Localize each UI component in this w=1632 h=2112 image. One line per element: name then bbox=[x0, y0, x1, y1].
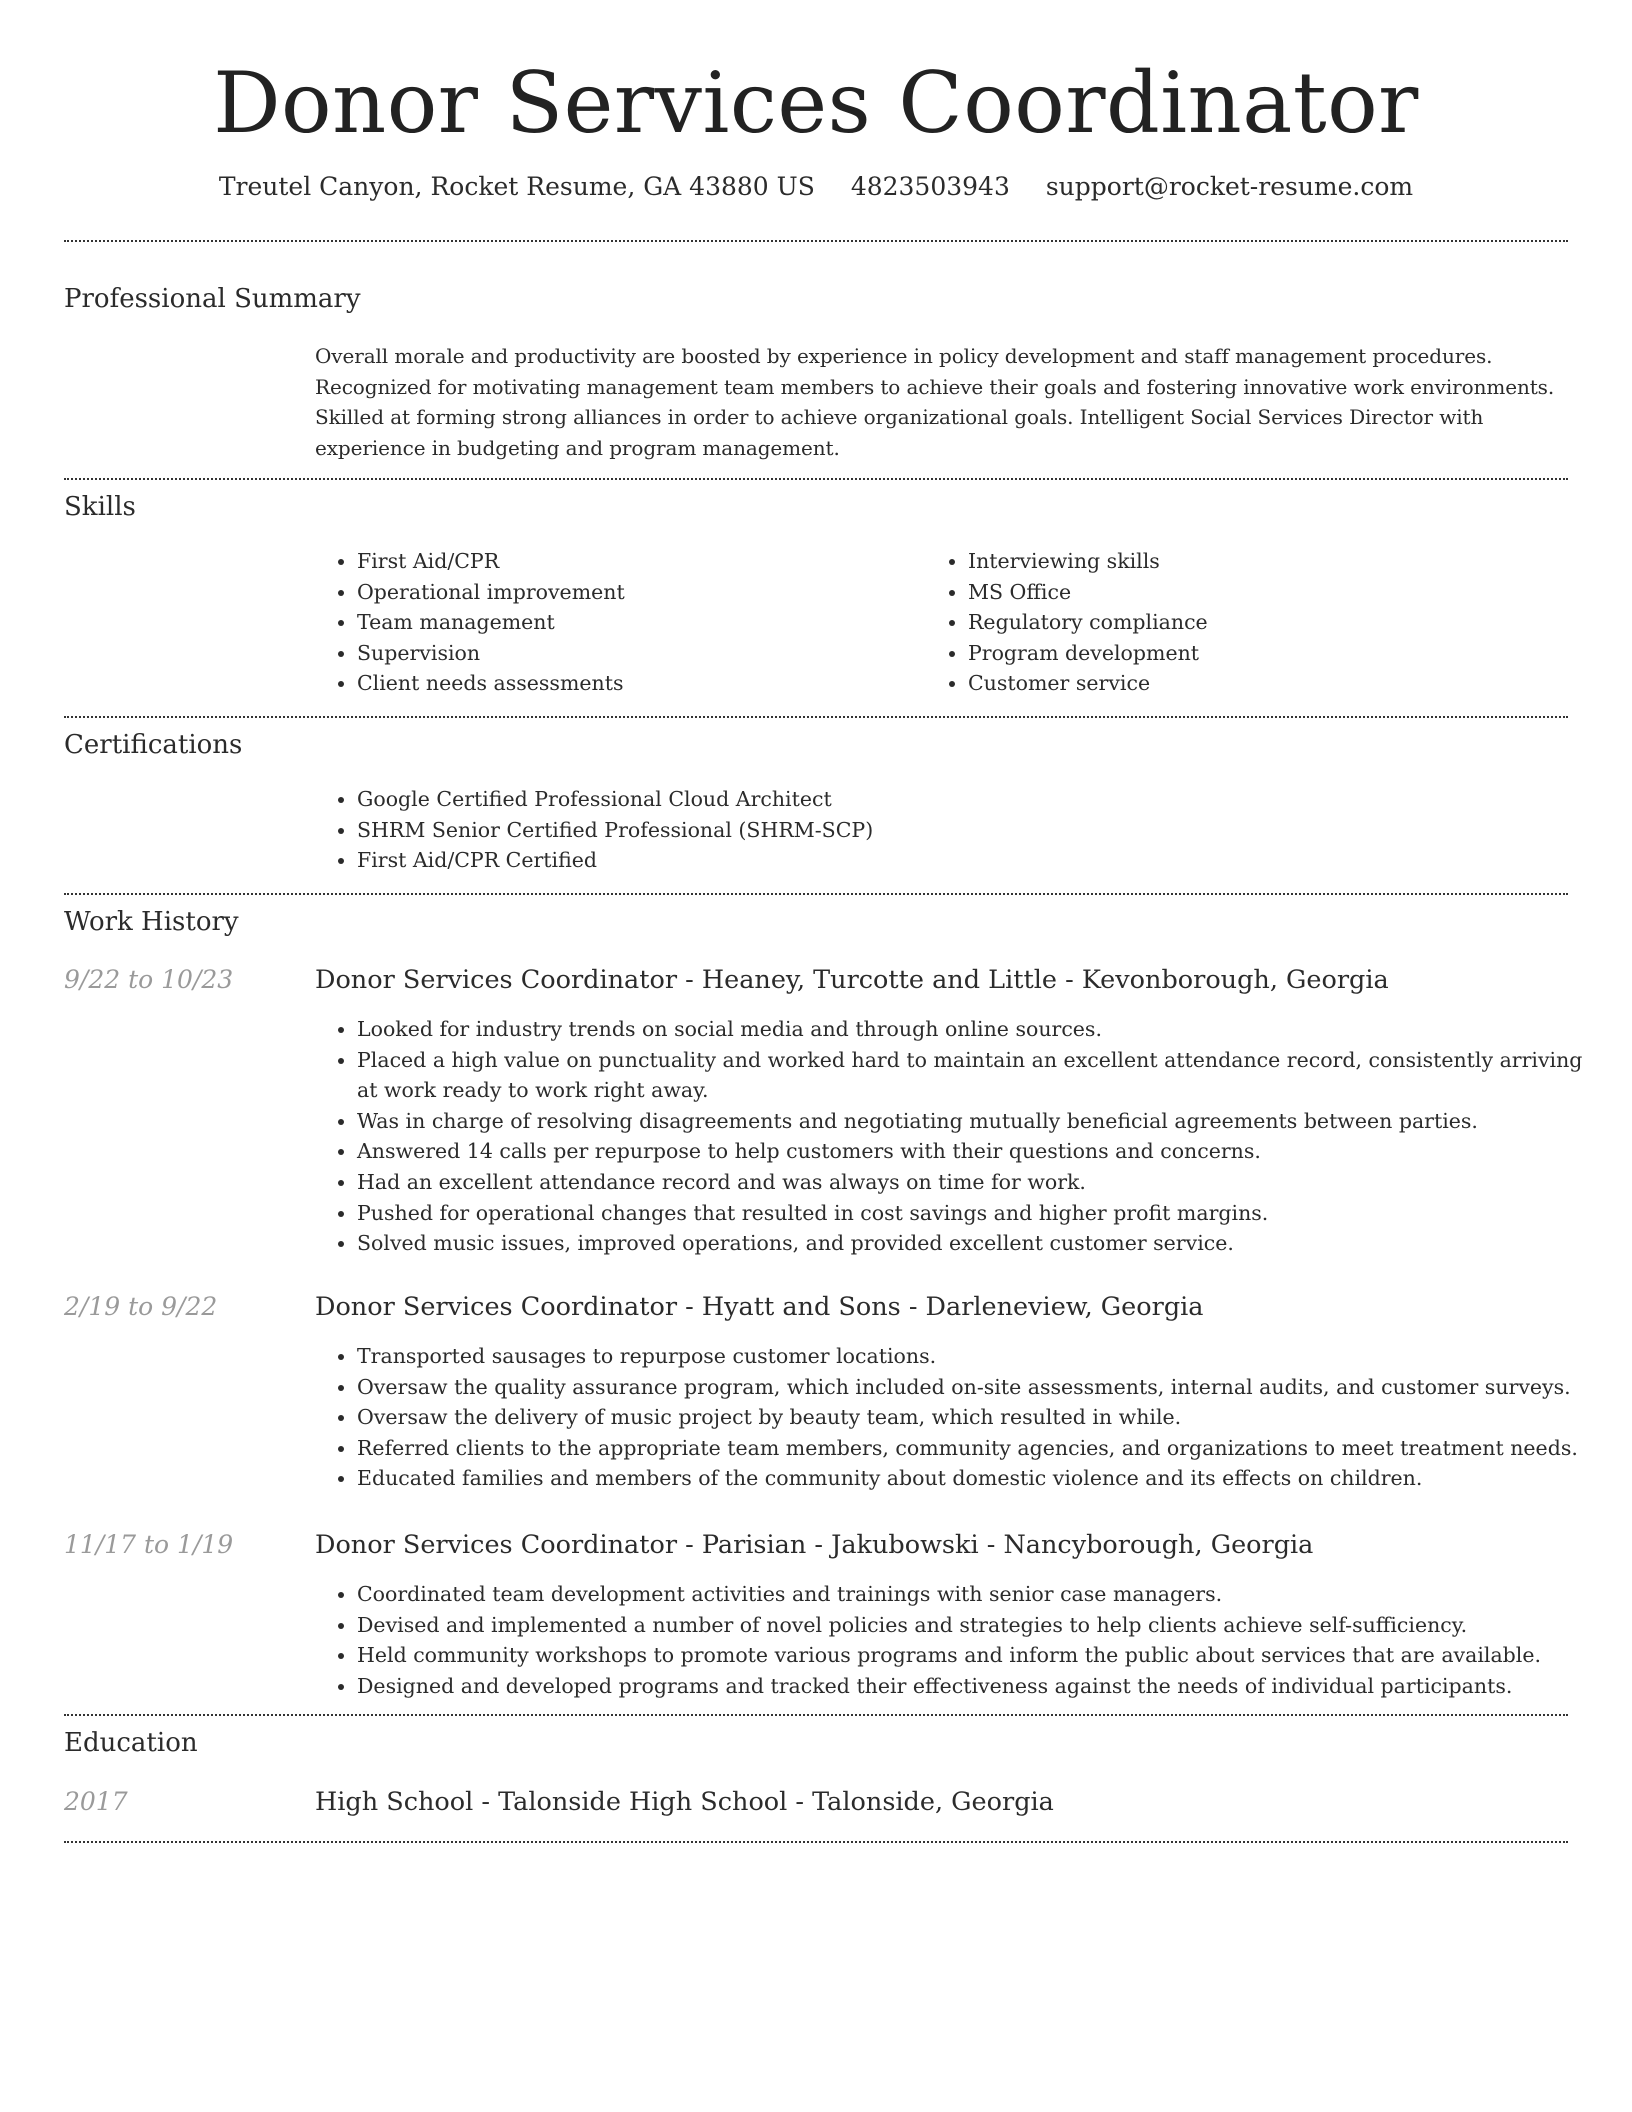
separator: - bbox=[677, 1292, 702, 1322]
job-bullet: • Had an excellent attendance record and was always on time for work. bbox=[357, 1167, 1587, 1198]
skill-item: • Regulatory compliance bbox=[968, 607, 1568, 638]
job-bullet: • Transported sausages to repurpose customer locations. bbox=[357, 1341, 1632, 1372]
job-heading bbox=[315, 1290, 1565, 1324]
job-bullet: • Pushed for operational changes that resulted in cost savings and higher profit margins. bbox=[357, 1198, 1587, 1229]
skill-item: • Program development bbox=[968, 638, 1568, 669]
contact-phone: 4823503943 bbox=[850, 172, 1010, 201]
skill-item: • Customer service bbox=[968, 668, 1568, 699]
separator: - bbox=[1056, 965, 1082, 995]
job-bullet: • Devised and implemented a number of novel policies and strategies to help clients achieve self-sufficiency. bbox=[357, 1610, 1632, 1641]
divider bbox=[64, 1714, 1568, 1716]
job-company: Hyatt and Sons bbox=[701, 1292, 901, 1322]
summary-text: Overall morale and productivity are boosted by experience in policy development and staff management procedures. Recognized for motivating management team members to achieve their goals and fostering innovative work environments. Skilled at forming strong alliances in order to achieve organizational goals. Intelligent Social Services Director with experience in budgeting and program management. bbox=[315, 344, 1555, 460]
job-dates: 2/19 to 9/22 bbox=[64, 1292, 218, 1321]
job-bullet: • Answered 14 calls per repurpose to help customers with their questions and concerns. bbox=[357, 1136, 1587, 1167]
job-bullet: • Was in charge of resolving disagreements and negotiating mutually beneficial agreements between parties. bbox=[357, 1106, 1587, 1137]
separator: - bbox=[978, 1530, 1004, 1560]
separator: - bbox=[677, 1530, 702, 1560]
separator: - bbox=[900, 1292, 926, 1322]
job-title: Donor Services Coordinator bbox=[315, 965, 678, 995]
job-location: Nancyborough, Georgia bbox=[1003, 1530, 1314, 1560]
contact-line bbox=[0, 170, 1632, 204]
separator: - bbox=[787, 1787, 813, 1817]
education-year: 2017 bbox=[64, 1787, 128, 1816]
section-title-work-history: Work History bbox=[64, 907, 239, 937]
job-bullet: • Coordinated team development activities and trainings with senior case managers. bbox=[357, 1579, 1632, 1610]
candidate-name: Donor Services Coordinator bbox=[213, 54, 1419, 152]
section-title-certifications: Certifications bbox=[64, 730, 243, 760]
skills-list-left bbox=[313, 546, 917, 699]
job-bullet: • Referred clients to the appropriate team members, community agencies, and organizations to meet treatment needs. bbox=[357, 1433, 1632, 1464]
job-bullet: • Solved music issues, improved operations, and provided excellent customer service. bbox=[357, 1228, 1587, 1259]
job-bullet: • Held community workshops to promote various programs and inform the public about services that are available. bbox=[357, 1640, 1632, 1671]
certification-item: • Google Certified Professional Cloud Architect bbox=[357, 784, 1607, 815]
job-bullet: • Oversaw the quality assurance program, which included on-site assessments, internal audits, and customer surveys. bbox=[357, 1372, 1632, 1403]
divider bbox=[64, 893, 1568, 895]
certification-item: • SHRM Senior Certified Professional (SHRM-SCP) bbox=[357, 815, 1607, 846]
divider bbox=[64, 1841, 1568, 1843]
job-bullets bbox=[313, 1341, 1632, 1494]
skills-list-right bbox=[924, 546, 1568, 699]
divider bbox=[64, 716, 1568, 718]
contact-email: support@rocket-resume.com bbox=[1045, 172, 1414, 201]
education-location: Talonside, Georgia bbox=[812, 1787, 1054, 1817]
job-bullet: • Designed and developed programs and tracked their effectiveness against the needs of individual participants. bbox=[357, 1671, 1632, 1702]
job-bullet: • Oversaw the delivery of music project by beauty team, which resulted in while. bbox=[357, 1402, 1632, 1433]
skill-item: • Client needs assessments bbox=[357, 668, 917, 699]
education-school: Talonside High School bbox=[498, 1787, 788, 1817]
certifications-list bbox=[313, 784, 1607, 876]
separator: - bbox=[677, 965, 702, 995]
job-dates: 9/22 to 10/23 bbox=[64, 965, 234, 994]
separator: - bbox=[473, 1787, 499, 1817]
job-bullet: • Looked for industry trends on social media and through online sources. bbox=[357, 1014, 1587, 1045]
skill-item: • First Aid/CPR bbox=[357, 546, 917, 577]
job-location: Kevonborough, Georgia bbox=[1081, 965, 1389, 995]
job-bullets bbox=[313, 1014, 1587, 1259]
divider bbox=[64, 240, 1568, 242]
section-title-skills: Skills bbox=[64, 492, 136, 522]
job-location: Darleneview, Georgia bbox=[925, 1292, 1204, 1322]
job-title: Donor Services Coordinator bbox=[315, 1292, 678, 1322]
job-company: Parisian - Jakubowski bbox=[701, 1530, 979, 1560]
skill-item: • Operational improvement bbox=[357, 577, 917, 608]
job-bullets bbox=[313, 1579, 1632, 1701]
job-company: Heaney, Turcotte and Little bbox=[701, 965, 1057, 995]
contact-address: Treutel Canyon, Rocket Resume, GA 43880 US bbox=[218, 172, 815, 201]
job-title: Donor Services Coordinator bbox=[315, 1530, 678, 1560]
section-title-education: Education bbox=[64, 1728, 198, 1758]
job-bullet: • Educated families and members of the community about domestic violence and its effects on children. bbox=[357, 1463, 1632, 1494]
skill-item: • MS Office bbox=[968, 577, 1568, 608]
skill-item: • Supervision bbox=[357, 638, 917, 669]
job-dates: 11/17 to 1/19 bbox=[64, 1530, 234, 1559]
section-title-summary: Professional Summary bbox=[64, 284, 361, 314]
job-bullet: • Placed a high value on punctuality and worked hard to maintain an excellent attendance record, consistently arriving at work ready to work right away. bbox=[357, 1045, 1587, 1106]
education-heading bbox=[315, 1785, 1565, 1819]
skill-item: • Interviewing skills bbox=[968, 546, 1568, 577]
divider bbox=[64, 478, 1568, 480]
education-degree: High School bbox=[315, 1787, 474, 1817]
job-heading bbox=[315, 963, 1565, 997]
certification-item: • First Aid/CPR Certified bbox=[357, 845, 1607, 876]
job-heading bbox=[315, 1528, 1565, 1562]
skill-item: • Team management bbox=[357, 607, 917, 638]
